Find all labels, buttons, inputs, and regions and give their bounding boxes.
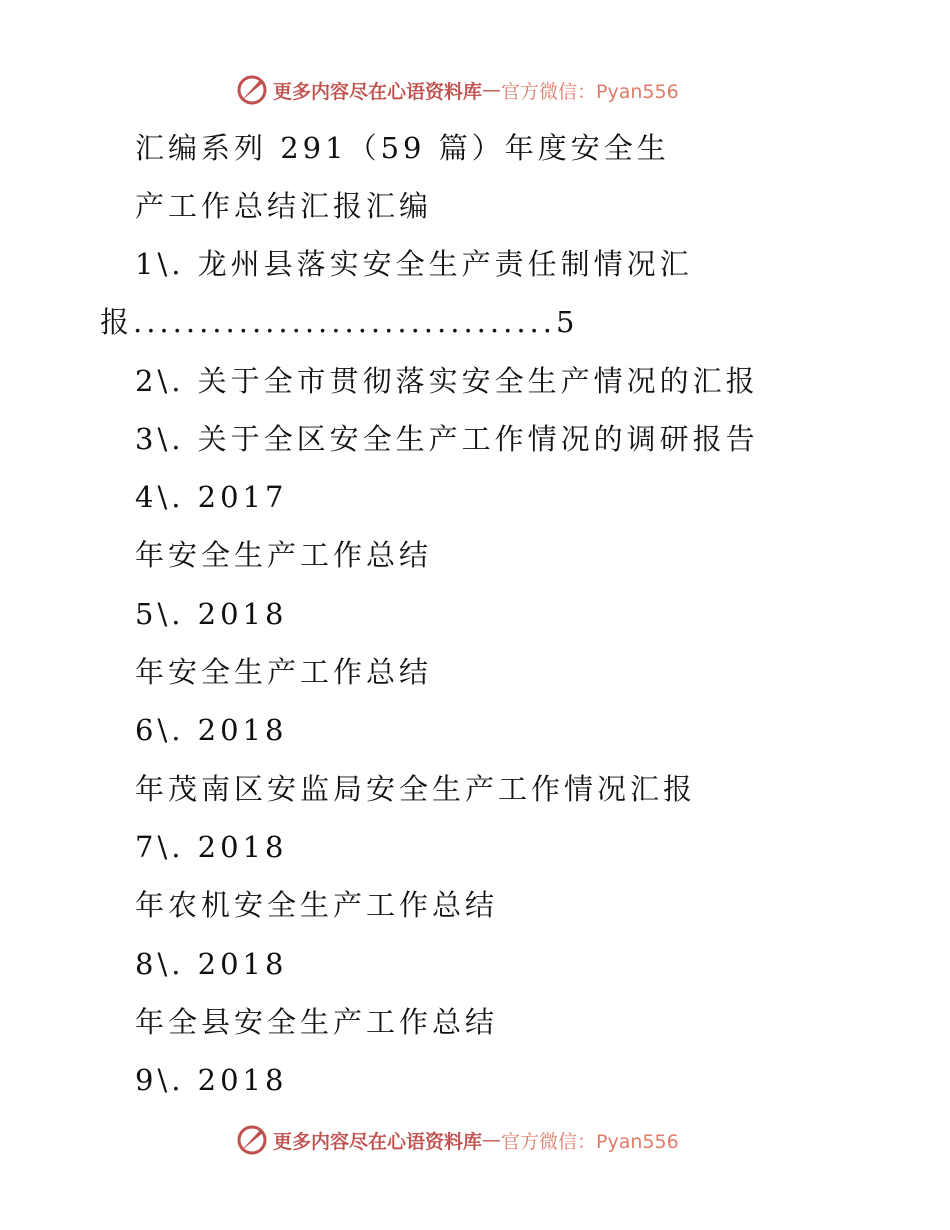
quill-logo-icon xyxy=(235,1123,269,1157)
toc-item-5-continued: 年安全生产工作总结 xyxy=(135,655,433,689)
toc-item-8-continued: 年全县安全生产工作总结 xyxy=(135,1005,499,1039)
toc-item-7: 7\. 2018 xyxy=(135,830,288,864)
toc-item-7-continued: 年农机安全生产工作总结 xyxy=(135,888,499,922)
toc-item-3: 3\. 关于全区安全生产工作情况的调研报告 xyxy=(135,422,759,456)
toc-item-5: 5\. 2018 xyxy=(135,597,288,631)
toc-item-4: 4\. 2017 xyxy=(135,480,288,514)
banner-wechat: 官方微信：Pyan556 xyxy=(501,80,679,103)
doc-title-line-1: 汇编系列 291（59 篇）年度安全生 xyxy=(135,131,670,165)
doc-title-line-2: 产工作总结汇报汇编 xyxy=(135,189,433,223)
toc-item-9: 9\. 2018 xyxy=(135,1063,288,1097)
banner-text: 更多内容尽在心语资料库 xyxy=(273,80,483,103)
footer-banner xyxy=(235,1122,679,1158)
quill-logo-icon xyxy=(235,73,269,107)
toc-item-8: 8\. 2018 xyxy=(135,947,288,981)
toc-item-6: 6\. 2018 xyxy=(135,713,288,747)
header-banner xyxy=(235,72,679,108)
banner-wechat: 官方微信：Pyan556 xyxy=(501,1130,679,1153)
toc-item-1-continued: 报................................5 xyxy=(100,305,579,339)
banner-text: 更多内容尽在心语资料库 xyxy=(273,1130,483,1153)
toc-item-1: 1\. 龙州县落实安全生产责任制情况汇 xyxy=(135,247,693,281)
banner-separator: — xyxy=(482,1129,502,1151)
toc-item-2: 2\. 关于全市贯彻落实安全生产情况的汇报 xyxy=(135,364,759,398)
toc-item-4-continued: 年安全生产工作总结 xyxy=(135,538,433,572)
banner-separator: — xyxy=(482,79,502,101)
toc-item-6-continued: 年茂南区安监局安全生产工作情况汇报 xyxy=(135,772,697,806)
